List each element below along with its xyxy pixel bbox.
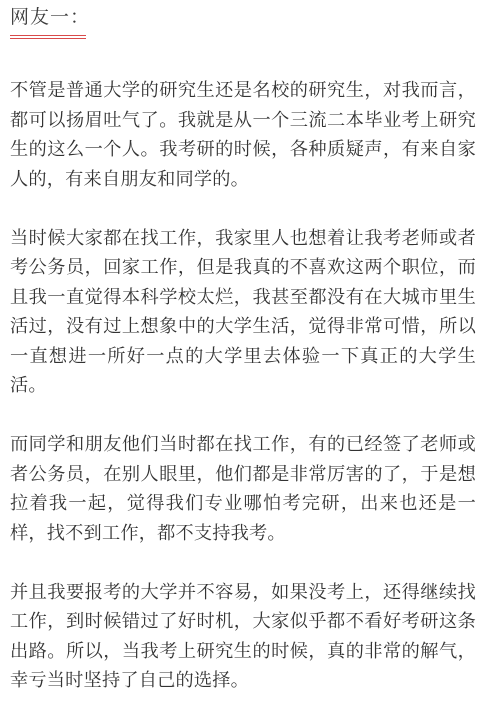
- heading-underline: [10, 35, 86, 39]
- paragraph-2: 当时候大家都在找工作，我家里人也想着让我考老师或者考公务员，回家工作，但是我真的不喜欢这两个职位，而且我一直觉得本科学校太烂，我甚至都没有在大城市里生活过，没有过上想象中的大学生活，觉得非常可惜，所以一直想进一所好一点的大学里去体验一下真正的大学生活。: [10, 227, 476, 396]
- section-heading: 网友一：: [10, 6, 91, 28]
- paragraph-4: 并且我要报考的大学并不容易，如果没考上，还得继续找工作，到时候错过了好时机，大家似乎都不看好考研这条出路。所以，当我考上研究生的时候，真的非常的解气，幸亏当时坚持了自己的选择。: [10, 581, 476, 691]
- paragraph-1: 不管是普通大学的研究生还是名校的研究生，对我而言，都可以扬眉吐气了。我就是从一个三流二本毕业考上研究生的这么一个人。我考研的时候，各种质疑声，有来自家人的，有来自朋友和同学的。: [10, 80, 476, 190]
- heading-block: [10, 4, 90, 39]
- article-body: [10, 76, 476, 725]
- paragraph-3: 而同学和朋友他们当时都在找工作，有的已经签了老师或者公务员，在别人眼里，他们都是非常厉害的了，于是想拉着我一起，觉得我们专业哪怕考完研，出来也还是一样，找不到工作，都不支持我考。: [10, 434, 476, 544]
